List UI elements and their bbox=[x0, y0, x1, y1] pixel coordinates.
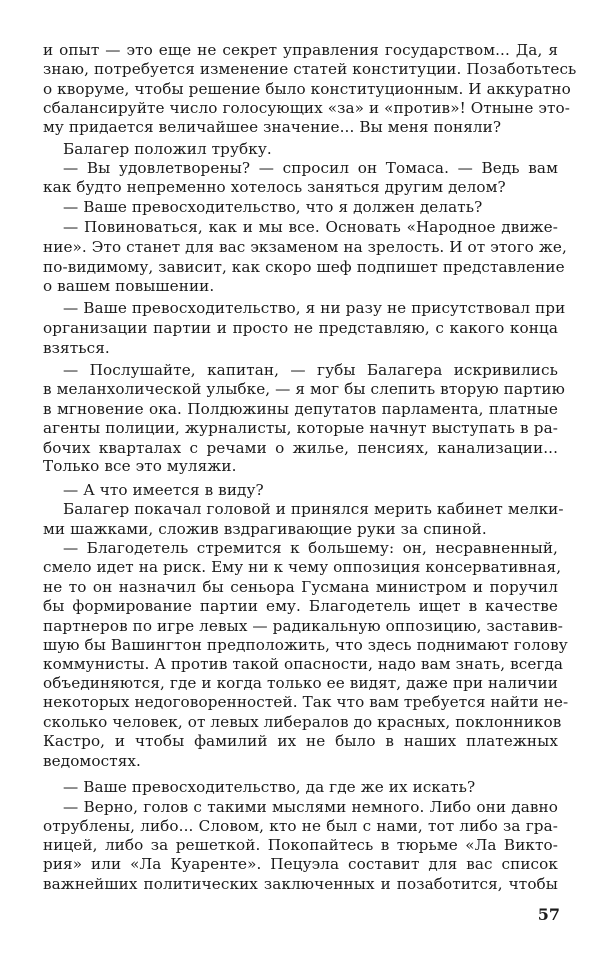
text-line: — А что имеется в виду? bbox=[63, 481, 264, 499]
text-line: рия» или «Ла Куаренте». Пецуэла составит для вас список bbox=[43, 855, 558, 873]
text-line: Кастро, и чтобы фамилий их не было в наших платежных bbox=[43, 732, 558, 750]
text-line: отрублены, либо... Словом, кто не был с нами, тот либо за гра- bbox=[43, 817, 558, 835]
text-line: ницей, либо за решеткой. Покопайтесь в тюрьме «Ла Викто- bbox=[43, 836, 558, 854]
text-line: сбалансируйте число голосующих «за» и «против»! Отныне это- bbox=[43, 99, 570, 117]
text-line: важнейших политических заключенных и позаботится, чтобы bbox=[43, 875, 558, 893]
text-line: агенты полиции, журналисты, которые начнут выступать в ра- bbox=[43, 419, 558, 437]
text-line: ми шажками, сложив вздрагивающие руки за спиной. bbox=[43, 520, 487, 538]
text-line: Балагер покачал головой и принялся мерить кабинет мелки- bbox=[63, 500, 564, 518]
text-line: о кворуме, чтобы решение было конституционным. И аккуратно bbox=[43, 80, 571, 98]
text-line: некоторых недоговоренностей. Так что вам требуется найти не- bbox=[43, 693, 569, 711]
text-line: бочих кварталах с речами о жилье, пенсиях, канализации... bbox=[43, 439, 558, 457]
text-line: коммунисты. А против такой опасности, надо вам знать, всегда bbox=[43, 655, 564, 673]
text-line: — Ваше превосходительство, я ни разу не присутствовал при bbox=[63, 299, 566, 317]
text-line: организации партии и просто не представляю, с какого конца bbox=[43, 319, 558, 337]
text-line: взяться. bbox=[43, 339, 110, 357]
text-line: в мгновение ока. Полдюжины депутатов парламента, платные bbox=[43, 400, 558, 418]
text-line: — Верно, голов с такими мыслями немного. Либо они давно bbox=[63, 798, 558, 816]
text-line: о вашем повышении. bbox=[43, 277, 215, 295]
text-line: шую бы Вашингтон предположить, что здесь поднимают голову bbox=[43, 636, 568, 654]
text-line: ведомостях. bbox=[43, 752, 141, 770]
text-line: Балагер положил трубку. bbox=[63, 140, 272, 158]
text-line: не то он назначил бы сеньора Гусмана министром и поручил bbox=[43, 578, 558, 596]
text-line: му придается величайшее значение... Вы меня поняли? bbox=[43, 118, 502, 136]
page-number: 57 bbox=[537, 905, 560, 924]
text-line: — Повиноваться, как и мы все. Основать «Народное движе- bbox=[63, 218, 558, 236]
text-line: — Благодетель стремится к большему: он, несравненный, bbox=[63, 539, 558, 557]
text-line: ние». Это станет для вас экзаменом на зрелость. И от этого же, bbox=[43, 238, 567, 256]
text-line: партнеров по игре левых — радикальную оппозицию, заставив- bbox=[43, 617, 564, 635]
text-line: сколько человек, от левых либералов до красных, поклонников bbox=[43, 713, 562, 731]
text-line: в меланхолической улыбке, — я мог бы слепить вторую партию bbox=[43, 380, 565, 398]
text-line: объединяются, где и когда только ее видят, даже при наличии bbox=[43, 674, 558, 692]
text-line: знаю, потребуется изменение статей конституции. Позаботьтесь bbox=[43, 60, 577, 78]
text-line: — Ваше превосходительство, да где же их искать? bbox=[63, 778, 476, 796]
text-line: по-видимому, зависит, как скоро шеф подпишет представление bbox=[43, 258, 565, 276]
text-line: бы формирование партии ему. Благодетель ищет в качестве bbox=[43, 597, 558, 615]
text-line: Только все это муляжи. bbox=[43, 457, 237, 475]
text-line: — Послушайте, капитан, — губы Балагера искривились bbox=[63, 361, 558, 379]
text-line: и опыт — это еще не секрет управления государством... Да, я bbox=[43, 41, 558, 59]
text-line: — Вы удовлетворены? — спросил он Томаса. — Ведь вам bbox=[63, 159, 558, 177]
text-line: смело идет на риск. Ему ни к чему оппозиция консервативная, bbox=[43, 558, 562, 576]
text-line: — Ваше превосходительство, что я должен делать? bbox=[63, 198, 483, 216]
text-line: как будто непременно хотелось заняться другим делом? bbox=[43, 178, 506, 196]
